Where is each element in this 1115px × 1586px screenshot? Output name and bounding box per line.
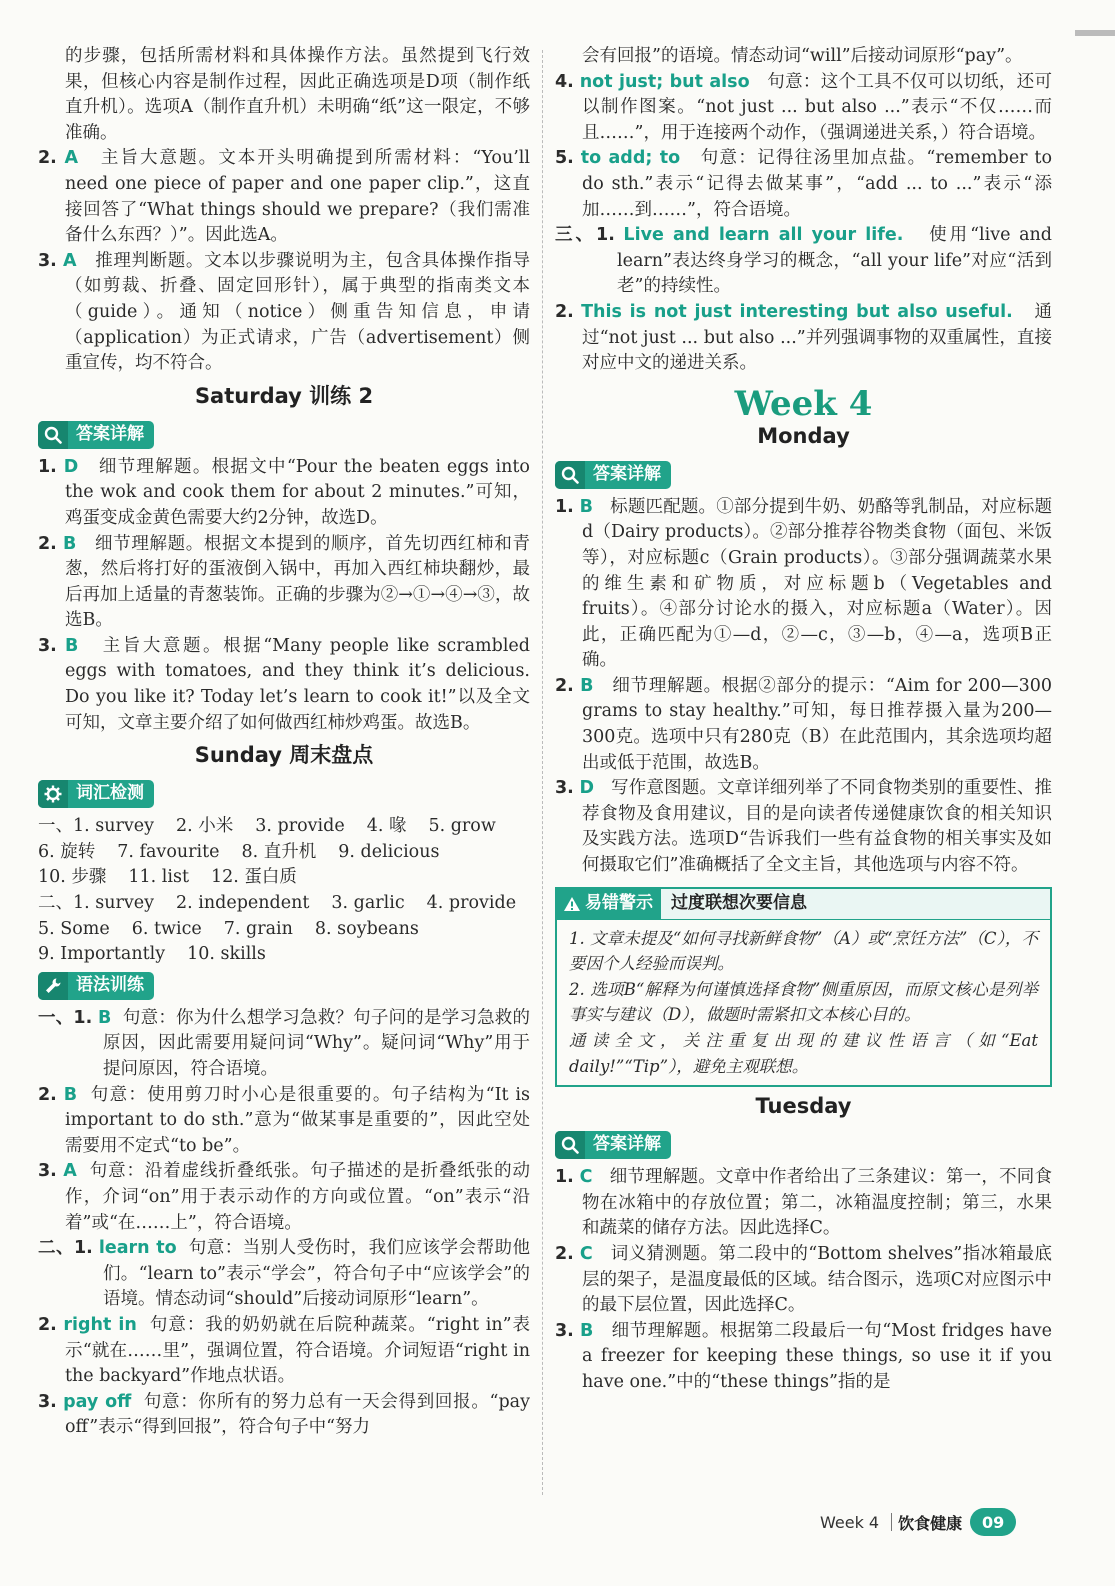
column-divider: [542, 50, 543, 1495]
grammar-training-badge: 语法训练: [38, 972, 154, 1000]
search-icon: [555, 461, 585, 489]
vocab-row: 一、1. survey 2. 小米 3. provide 4. 喙 5. grow: [38, 816, 496, 837]
answer-item: 3. B 主旨大意题。根据“Many people like scrambled eggs with tomatoes, and they think it’s delicious. Do you like it? Today let’s learn to cook it!”以及全文可知，文章主要介绍了如何做西红柿炒鸡蛋。故选B。: [38, 635, 530, 733]
warning-title: 过度联想次要信息: [671, 892, 807, 913]
answer-explanation-badge: 答案详解: [555, 461, 671, 489]
saturday-answers: [38, 455, 530, 737]
answer-item: 2. B 细节理解题。根据文本提到的顺序，首先切西红柿和青葱，然后将打好的蛋液倒入锅中，再加入西红柿块翻炒，最后再加上适量的青葱装饰。正确的步骤为②→①→④→③，故选B。: [38, 533, 530, 631]
warning-tag: 易错警示: [557, 889, 661, 919]
answer-item: 1. B 标题匹配题。①部分提到牛奶、奶酪等乳制品，对应标题d（Dairy products）。②部分推荐谷物类食物（面包、米饭等），对应标题c（Grain products）。③部分强调蔬菜水果的维生素和矿物质，对应标题b（Vegetables and fruits）。④部分讨论水的摄入，对应标题a（Water）。因此，正确匹配为①—d，②—c，③—b，④—a，选项B正确。: [555, 496, 1052, 671]
warning-line: 1. 文章未提及“如何寻找新鲜食物”（A）或“烹饪方法”（C），不要因个人经验而误判。: [569, 928, 1038, 974]
vocab-check-badge: 词汇检测: [38, 780, 154, 808]
answer-item: 3. D 写作意图题。文章详细列举了不同食物类别的重要性、推荐食物及食用建议，目的是向读者传递健康饮食的相关知识及实践方法。选项D“告诉我们一些有益食物的相关事实及如何摄取它们”准确概括了全文主旨，其他选项与内容不符。: [555, 778, 1052, 876]
wrench-icon: [38, 972, 68, 1000]
grammar-answers-1: [38, 1006, 530, 1236]
warning-line: 通读全文，关注重复出现的建议性语言（如“Eat daily!”“Tip”），避免主观联想。: [569, 1031, 1038, 1076]
warning-body: [557, 920, 1050, 1086]
warning-line: 2. 选项B“解释为何谨慎选择食物”侧重原因，而原文核心是列举事实与建议（D），做题时需紧扣文本核心目的。: [569, 979, 1038, 1025]
answer-explanation-badge: 答案详解: [38, 421, 154, 449]
gear-icon: [38, 780, 68, 808]
answer-item: 4. not just; but also 句意：这个工具不仅可以切纸，还可以制作图案。“not just ... but also ...”表示“不仅……而且……”，用于连接两个动作，（强调递进关系，）符合语境。: [555, 71, 1052, 143]
tuesday-answers: [555, 1165, 1052, 1395]
answer-item: 3. A 句意：沿着虚线折叠纸张。句子描述的是折叠纸张的动作，介词“on”用于表示动作的方向或位置。“on”表示“沿着”或“在……上”，符合语境。: [38, 1161, 530, 1233]
left-items-a: [38, 146, 530, 376]
monday-heading: Monday: [757, 423, 850, 448]
page-footer: [820, 1508, 1016, 1536]
week-heading: Week 4: [734, 383, 873, 424]
search-icon: [38, 421, 68, 449]
answer-item: 2. A 主旨大意题。文本开头明确提到所需材料：“You’ll need one piece of paper and one paper clip.”，这直接回答了“What things should we prepare?（我们需准备什么东西？）”。因此选A。: [38, 148, 530, 246]
answer-item: 2. B 句意：使用剪刀时小心是很重要的。句子结构为“It is important to do sth.”意为“做某事是重要的”，因此空处需要用不定式“to be”。: [38, 1084, 530, 1156]
answer-item: 一、1. B 句意：你为什么想学习急救？句子问的是学习急救的原因，因此需要用疑问词“Why”。疑问词“Why”用于提问原因，符合语境。: [38, 1007, 530, 1079]
error-warning-box: [555, 887, 1052, 1088]
vocab-row: 6. 旋转 7. favourite 8. 直升机 9. delicious: [38, 841, 440, 862]
answer-item: 3. pay off 句意：你所有的努力总有一天会得到回报。“pay off”表示“得到回报”，符合句子中“努力: [38, 1391, 530, 1438]
sunday-heading: Sunday 周末盘点: [194, 743, 374, 768]
right-column: [555, 44, 1052, 1396]
answer-item: 三、1. Live and learn all your life. 使用“live and learn”表达终身学习的概念，“all your life”对应“活到老”的持续性。: [555, 225, 1052, 297]
vocab-row: 9. Importantly 10. skills: [38, 944, 266, 965]
monday-answers: [555, 495, 1052, 879]
top-edge-bar: [1075, 30, 1115, 36]
answer-item: 2. C 词义猜测题。第二段中的“Bottom shelves”指冰箱最底层的架子，是温度最低的区域。结合图示，选项C对应图示中的最下层位置，因此选择C。: [555, 1243, 1052, 1316]
page-number: 09: [970, 1508, 1016, 1536]
footer-week: Week 4: [820, 1512, 880, 1532]
answer-explanation-badge: 答案详解: [555, 1131, 671, 1159]
answer-item: 3. B 细节理解题。根据第二段最后一句“Most fridges have a freezer for keeping these things, so use it if you have one.”中的“these things”指的是: [555, 1320, 1052, 1392]
answer-item: 1. C 细节理解题。文章中作者给出了三条建议：第一，不同食物在冰箱中的存放位置；第二，冰箱温度控制；第三，水果和蔬菜的储存方法。因此选择C。: [555, 1167, 1052, 1239]
right-items-a: [555, 70, 1052, 377]
search-icon: [555, 1131, 585, 1159]
right-intro-paragraph: 会有回报”的语境。情态动词“will”后接动词原形“pay”。: [582, 46, 1023, 66]
answer-item: 2. B 细节理解题。根据②部分的提示：“Aim for 200—300 grams to stay healthy.”可知，每日推荐摄入量为200—300克。选项中只有280克（B）在此范围内，其余选项均超出或低于范围，故选B。: [555, 675, 1052, 773]
vocab-row: 10. 步骤 11. list 12. 蛋白质: [38, 867, 297, 888]
footer-topic: 饮食健康: [898, 1513, 963, 1533]
answer-item: 二、1. learn to 句意：当别人受伤时，我们应该学会帮助他们。“learn to”表示“学会”，符合句子中“应该学会”的语境。情态动词“should”后接动词原形“learn”。: [38, 1238, 530, 1310]
grammar-answers-2: [38, 1236, 530, 1441]
answer-item: 2. This is not just interesting but also useful. 通过“not just ... but also ...”并列强调事物的双重属性，直接对应中文的递进关系。: [555, 301, 1052, 374]
warning-header: [557, 889, 1050, 920]
left-intro-paragraph: 的步骤，包括所需材料和具体操作方法。虽然提到飞行效果，但核心内容是制作过程，因此正确选项是D项（制作纸直升机）。选项A（制作直升机）未明确“纸”这一限定，不够准确。: [65, 46, 530, 143]
vocab-row: 二、1. survey 2. independent 3. garlic 4. provide: [38, 893, 517, 914]
vocab-row: 5. Some 6. twice 7. grain 8. soybeans: [38, 918, 419, 939]
left-column: [38, 44, 530, 1441]
footer-separator: [891, 1513, 892, 1531]
answer-item: 5. to add; to 句意：记得往汤里加点盐。“remember to do sth.”表示“记得去做某事”，“add ... to ...”表示“添加……到……”，符合语境。: [555, 148, 1052, 220]
answer-item: 3. A 推理判断题。文本以步骤说明为主，包含具体操作指导（如剪裁、折叠、固定回形针），属于典型的指南类文本（guide）。通知（notice）侧重告知信息，申请（application）为正式请求，广告（advertisement）侧重宣传，均不符合。: [38, 250, 530, 374]
tuesday-heading: Tuesday: [755, 1094, 852, 1119]
vocab-answers: [38, 814, 530, 968]
answer-item: 1. D 细节理解题。根据文中“Pour the beaten eggs into the wok and cook them for about 2 minutes.”可知，鸡蛋变成金黄色需要大约2分钟，故选D。: [38, 456, 530, 528]
saturday-heading: Saturday 训练 2: [194, 383, 374, 408]
warning-icon: [563, 896, 581, 912]
answer-item: 2. right in 句意：我的奶奶就在后院种蔬菜。“right in”表示“就在……里”，强调位置，符合语境。介词短语“right in the backyard”作地点状语。: [38, 1314, 530, 1387]
